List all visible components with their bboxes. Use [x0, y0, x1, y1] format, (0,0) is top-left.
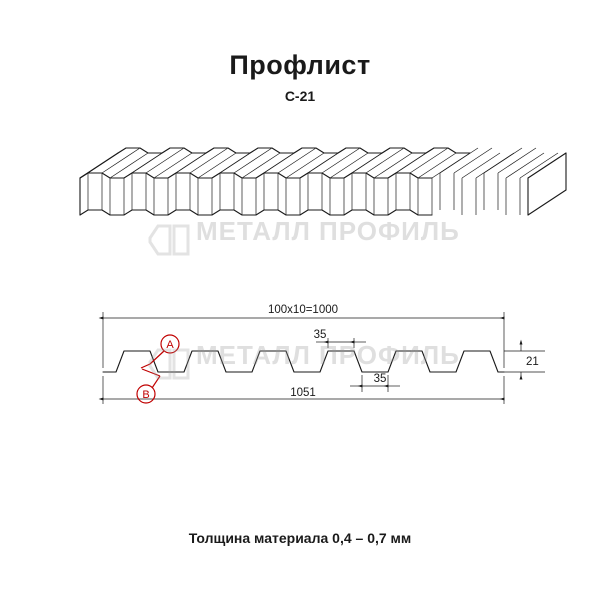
corrugated-sheet-profile-section: [103, 304, 545, 404]
callout-b-label: B: [142, 389, 150, 401]
mp-logo-icon: [150, 226, 188, 254]
dimension-pitch-total-label: 100х10=1000: [267, 304, 339, 316]
dimension-bottom-flat-label: 35: [373, 373, 387, 385]
watermark-text-top: МЕТАЛЛ ПРОФИЛЬ: [196, 216, 460, 246]
corrugated-sheet-isometric-view: [80, 148, 566, 215]
product-code: С-21: [284, 88, 316, 104]
watermark-text-bottom: МЕТАЛЛ ПРОФИЛЬ: [196, 340, 460, 370]
dimension-total-width-label: 1051: [290, 387, 316, 399]
page-title: Профлист: [229, 50, 371, 80]
callout-b: [137, 369, 160, 403]
dimension-top-flat-label: 35: [313, 329, 327, 341]
dimension-profile-height-label: 21: [526, 356, 539, 368]
material-thickness-note: Толщина материала 0,4 – 0,7 мм: [188, 530, 412, 546]
callout-a-label: A: [166, 339, 174, 351]
